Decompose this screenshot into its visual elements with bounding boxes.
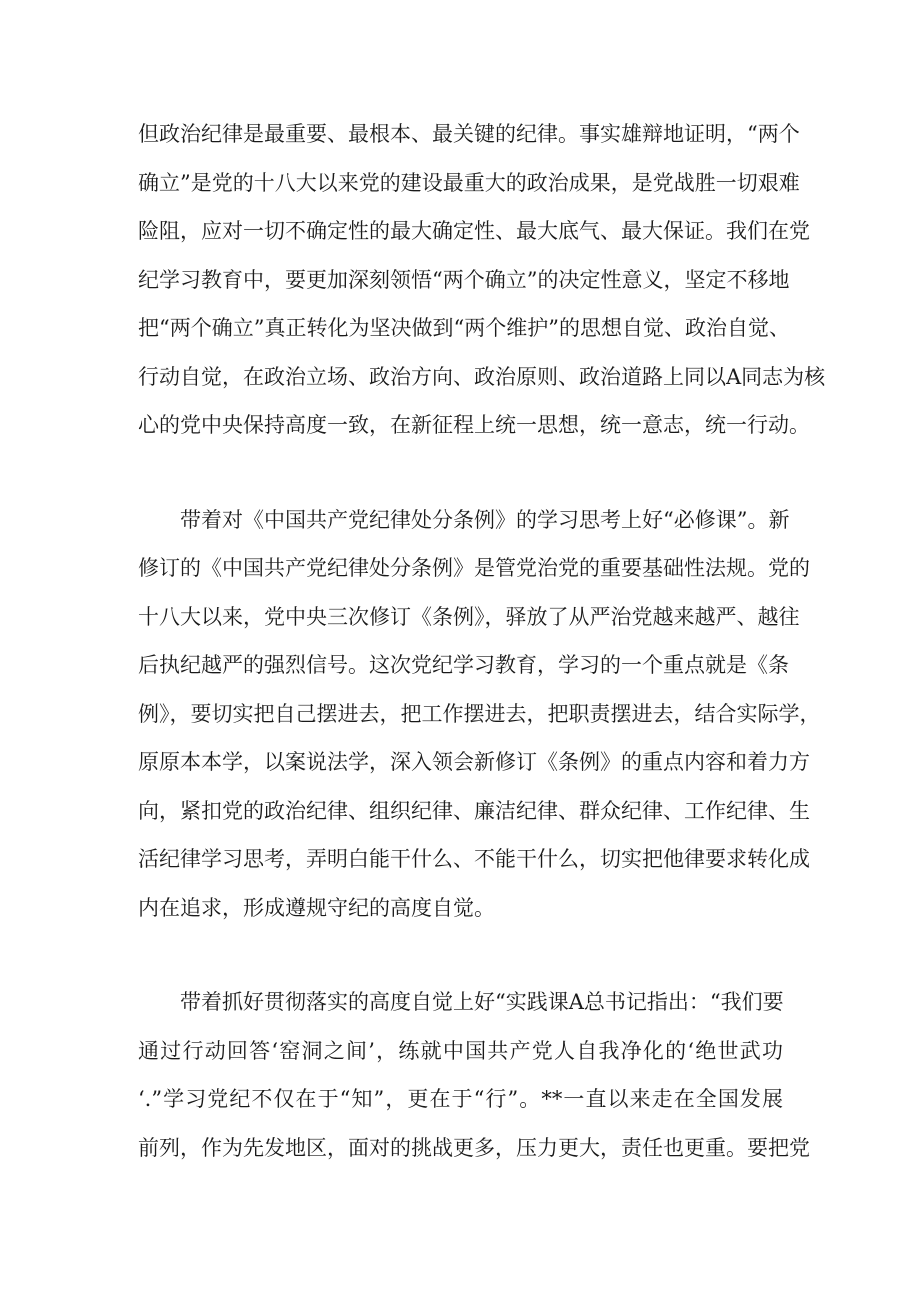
- paragraph-2-line-6: 原原本本学，以案说法学，深入领会新修订《条例》的重点内容和着力方: [138, 750, 810, 774]
- paragraph-1-line-3: 险阻，应对一切不确定性的最大确定性、最大底气、最大保证。我们在党: [138, 219, 810, 243]
- paragraph-1-line-4: 纪学习教育中，要更加深刻领悟“两个确立”的决定性意义，坚定不移地: [138, 268, 790, 292]
- paragraph-2-line-1: 带着对《中国共产党纪律处分条例》的学习思考上好“必修课”。新: [180, 508, 790, 532]
- paragraph-2-line-8: 活纪律学习思考，弄明白能干什么、不能干什么，切实把他律要求转化成: [138, 847, 810, 871]
- paragraph-2-line-3: 十八大以来，党中央三次修订《条例》，驿放了从严治党越来越严、越往: [138, 605, 800, 629]
- paragraph-1-line-1: 但政治纪律是最重要、最根本、最关键的纪律。事实雄辩地证明，“两个: [138, 122, 800, 146]
- paragraph-2-line-9: 内在追求，形成遵规守纪的高度自觉。: [138, 896, 495, 920]
- paragraph-2-line-5: 例》，要切实把自己摆进去，把工作摆进去，把职责摆进去，结合实际学，: [138, 702, 821, 726]
- paragraph-2-line-7: 向，紧扣党的政治纪律、组织纪律、廉洁纪律、群众纪律、工作纪律、生: [138, 799, 810, 823]
- paragraph-2-line-2: 修订的《中国共产党纪律处分条例》是管党治党的重要基础性法规。党的: [138, 556, 810, 580]
- paragraph-3-line-2: 通过行动回答‘窑洞之间’，练就中国共产党人自我净化的‘绝世武功: [138, 1039, 783, 1063]
- paragraph-1-line-7: 心的党中央保持高度一致，在新征程上统一思想，统一意志，统一行动。: [138, 413, 810, 437]
- paragraph-1-line-6: 行动自觉，在政治立场、政治方向、政治原则、政治道路上同以A同志为核: [138, 365, 826, 389]
- paragraph-3-line-4: 前列，作为先发地区，面对的挑战更多，压力更大，责任也更重。要把党: [138, 1136, 810, 1160]
- paragraph-2-line-4: 后执纪越严的强烈信号。这次党纪学习教育，学习的一个重点就是《条: [138, 653, 789, 677]
- paragraph-1-line-2: 确立”是党的十八大以来党的建设最重大的政治成果，是党战胜一切艰难: [138, 171, 800, 195]
- paragraph-3-line-1: 带着抓好贯彻落实的高度自觉上好“实践课A总书记指出：“我们要: [180, 990, 784, 1014]
- paragraph-3-line-3: ‘.”学习党纪不仅在于“知”，更在于“行”。**一直以来走在全国发展: [138, 1087, 783, 1111]
- paragraph-1-line-5: 把“两个确立”真正转化为坚决做到“两个维护”的思想自觉、政治自觉、: [138, 316, 790, 340]
